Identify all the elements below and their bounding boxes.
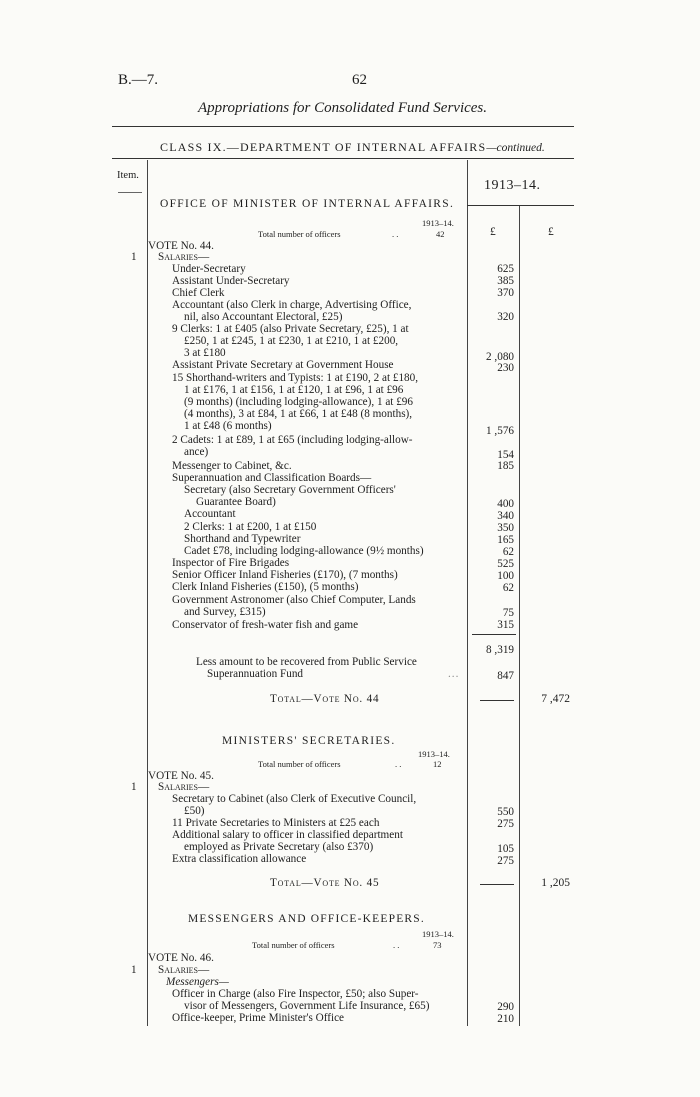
s1-amount-19: 75 [502,607,514,619]
s2-line-1a: Secretary to Cabinet (also Clerk of Executive Council, [172,793,417,805]
s1-line-5b: £250, 1 at £245, 1 at £230, 1 at £210, 1 at £200, [184,335,399,347]
s1-line-7e: 1 at £48 (6 months) [184,420,272,432]
messengers-subheading: Messengers— [166,976,229,988]
table-top-rule [112,158,574,159]
s1-total-label: Total—Vote No. 44 [270,693,380,705]
s1-line-8b: ance) [184,446,209,458]
s1-amount-16: 525 [497,558,514,570]
s1-line-7d: (4 months), 3 at £84, 1 at £66, 1 at £48 (8 months), [184,408,413,420]
s1-less-line-a: Less amount to be recovered from Public Service [196,656,417,668]
pound-header-2: £ [548,226,554,238]
section-heading-internal-affairs: OFFICE OF MINISTER OF INTERNAL AFFAIRS. [160,198,455,210]
page-title: Appropriations for Consolidated Fund Services. [198,100,488,116]
vote-heading-46: VOTE No. 46. [148,952,214,964]
s2-line-3a: Additional salary to officer in classified department [172,829,403,841]
s1-line-18: Clerk Inland Fisheries (£150), (5 months) [172,581,359,593]
class-heading-main: CLASS IX.—DEPARTMENT OF INTERNAL AFFAIRS [160,140,487,154]
s1-line-17: Senior Officer Inland Fisheries (£170), (7 months) [172,569,398,581]
s1-amount-20: 315 [497,619,514,631]
s1-line-10: Superannuation and Classification Boards— [172,472,372,484]
section-heading-messengers: MESSENGERS AND OFFICE-KEEPERS. [188,913,425,925]
officers-label-s1: Total number of officers [258,229,341,239]
s3-line-1a: Officer in Charge (also Fire Inspector, £50; also Super- [172,988,419,1000]
s2-amount-1: 550 [497,806,514,818]
s2-total-label: Total—Vote No. 45 [270,877,380,889]
s2-amount-3: 105 [497,843,514,855]
salaries-heading-s2: Salaries— [158,781,210,793]
s2-total-rule [480,884,514,885]
page-reference: B.—7. [118,72,159,88]
s1-amount-2: 385 [497,275,514,287]
amount-column-rule-right [519,206,520,1026]
s3-amount-1: 290 [497,1001,514,1013]
s1-amount-15: 62 [502,546,514,558]
year-header-underline [467,205,574,206]
s1-amount-17: 100 [497,570,514,582]
s1-line-19a: Government Astronomer (also Chief Computer, Lands [172,594,416,606]
s2-amount-4: 275 [497,855,514,867]
s2-total: 1 ,205 [541,877,570,889]
officers-year-s3: 1913–14. [422,929,454,939]
s1-less-leader: ... [448,668,460,680]
s1-line-5a: 9 Clerks: 1 at £405 (also Private Secretary, £25), 1 at [172,323,409,335]
s1-line-6: Assistant Private Secretary at Government House [172,359,394,371]
s2-line-2: 11 Private Secretaries to Ministers at £25 each [172,817,380,829]
item-number-s1: 1 [131,251,137,263]
s2-line-4: Extra classification allowance [172,853,307,865]
officers-leader-s2: . . [395,759,402,769]
s1-line-13: 2 Clerks: 1 at £200, 1 at £150 [184,521,317,533]
item-header-underline [118,192,142,193]
s3-amount-2: 210 [497,1013,514,1025]
s1-amount-13: 350 [497,522,514,534]
year-column-header: 1913–14. [484,178,541,193]
s2-amount-2: 275 [497,818,514,830]
s1-amount-6: 230 [497,362,514,374]
vote-heading-45: VOTE No. 45. [148,770,214,782]
officers-label-s3: Total number of officers [252,940,335,950]
s1-line-11a: Secretary (also Secretary Government Officers' [184,484,396,496]
s1-amount-5: 2 ,080 [486,351,514,363]
officers-count-s1: 42 [436,229,445,239]
s1-line-14: Shorthand and Typewriter [184,533,301,545]
s1-line-8a: 2 Cadets: 1 at £89, 1 at £65 (including lodging-allow- [172,434,413,446]
s1-amount-1: 625 [497,263,514,275]
class-heading-continued: —continued. [486,142,545,154]
s1-amount-7: 1 ,576 [486,425,514,437]
s1-line-19b: and Survey, £315) [184,606,266,618]
officers-count-s2: 12 [433,759,442,769]
officers-leader-s1: . . [392,229,399,239]
s3-line-2: Office-keeper, Prime Minister's Office [172,1012,345,1024]
s1-amount-18: 62 [502,582,514,594]
s2-line-1b: £50) [184,805,205,817]
officers-label-s2: Total number of officers [258,759,341,769]
s3-line-1b: visor of Messengers, Government Life Insurance, £65) [184,1000,430,1012]
s1-subtotal: 8 ,319 [486,644,514,656]
s1-amount-11: 400 [497,498,514,510]
s1-line-11b: Guarantee Board) [196,496,276,508]
s1-amount-3: 370 [497,287,514,299]
header-rule [112,126,574,127]
officers-leader-s3: . . [393,940,400,950]
s1-amount-8: 154 [497,449,514,461]
officers-count-s3: 73 [433,940,442,950]
officers-year-s2: 1913–14. [418,749,450,759]
salaries-heading-s3: Salaries— [158,964,210,976]
item-number-s3: 1 [131,964,137,976]
s1-line-1: Under-Secretary [172,263,246,275]
s1-line-9: Messenger to Cabinet, &c. [172,460,292,472]
s1-line-2: Assistant Under-Secretary [172,275,290,287]
s1-line-7a: 15 Shorthand-writers and Typists: 1 at £190, 2 at £180, [172,372,419,384]
s1-amount-14: 165 [497,534,514,546]
s1-amount-12: 340 [497,510,514,522]
s1-line-16: Inspector of Fire Brigades [172,557,290,569]
s1-line-12: Accountant [184,508,236,520]
pound-header-1: £ [490,226,496,238]
s1-total: 7 ,472 [541,693,570,705]
s1-less-amount: 847 [497,670,514,682]
s1-line-4b: nil, also Accountant Electoral, £25) [184,311,343,323]
item-column-rule [147,160,148,1026]
s1-line-5c: 3 at £180 [184,347,226,359]
s1-amount-4: 320 [497,311,514,323]
s1-total-rule [480,700,514,701]
s1-line-7c: (9 months) (including lodging-allowance), 1 at £96 [184,396,413,408]
s1-line-3: Chief Clerk [172,287,225,299]
s1-amount-9: 185 [497,460,514,472]
s1-line-15: Cadet £78, including lodging-allowance (9½ months) [184,545,424,557]
officers-year-s1: 1913–14. [422,218,454,228]
s1-subtotal-rule [472,634,516,635]
salaries-heading-s1: Salaries— [158,251,210,263]
s1-less-line-b: Superannuation Fund [207,668,304,680]
item-column-header: Item. [117,170,139,181]
s1-line-7b: 1 at £176, 1 at £156, 1 at £120, 1 at £96, 1 at £96 [184,384,404,396]
item-number-s2: 1 [131,781,137,793]
s2-line-3b: employed as Private Secretary (also £370) [184,841,374,853]
s1-line-4a: Accountant (also Clerk in charge, Advertising Office, [172,299,412,311]
s1-line-20: Conservator of fresh-water fish and game [172,619,359,631]
page-number: 62 [352,72,367,88]
class-heading [160,138,545,156]
vote-heading-44: VOTE No. 44. [148,240,214,252]
section-heading-ministers-secretaries: MINISTERS' SECRETARIES. [222,735,396,747]
